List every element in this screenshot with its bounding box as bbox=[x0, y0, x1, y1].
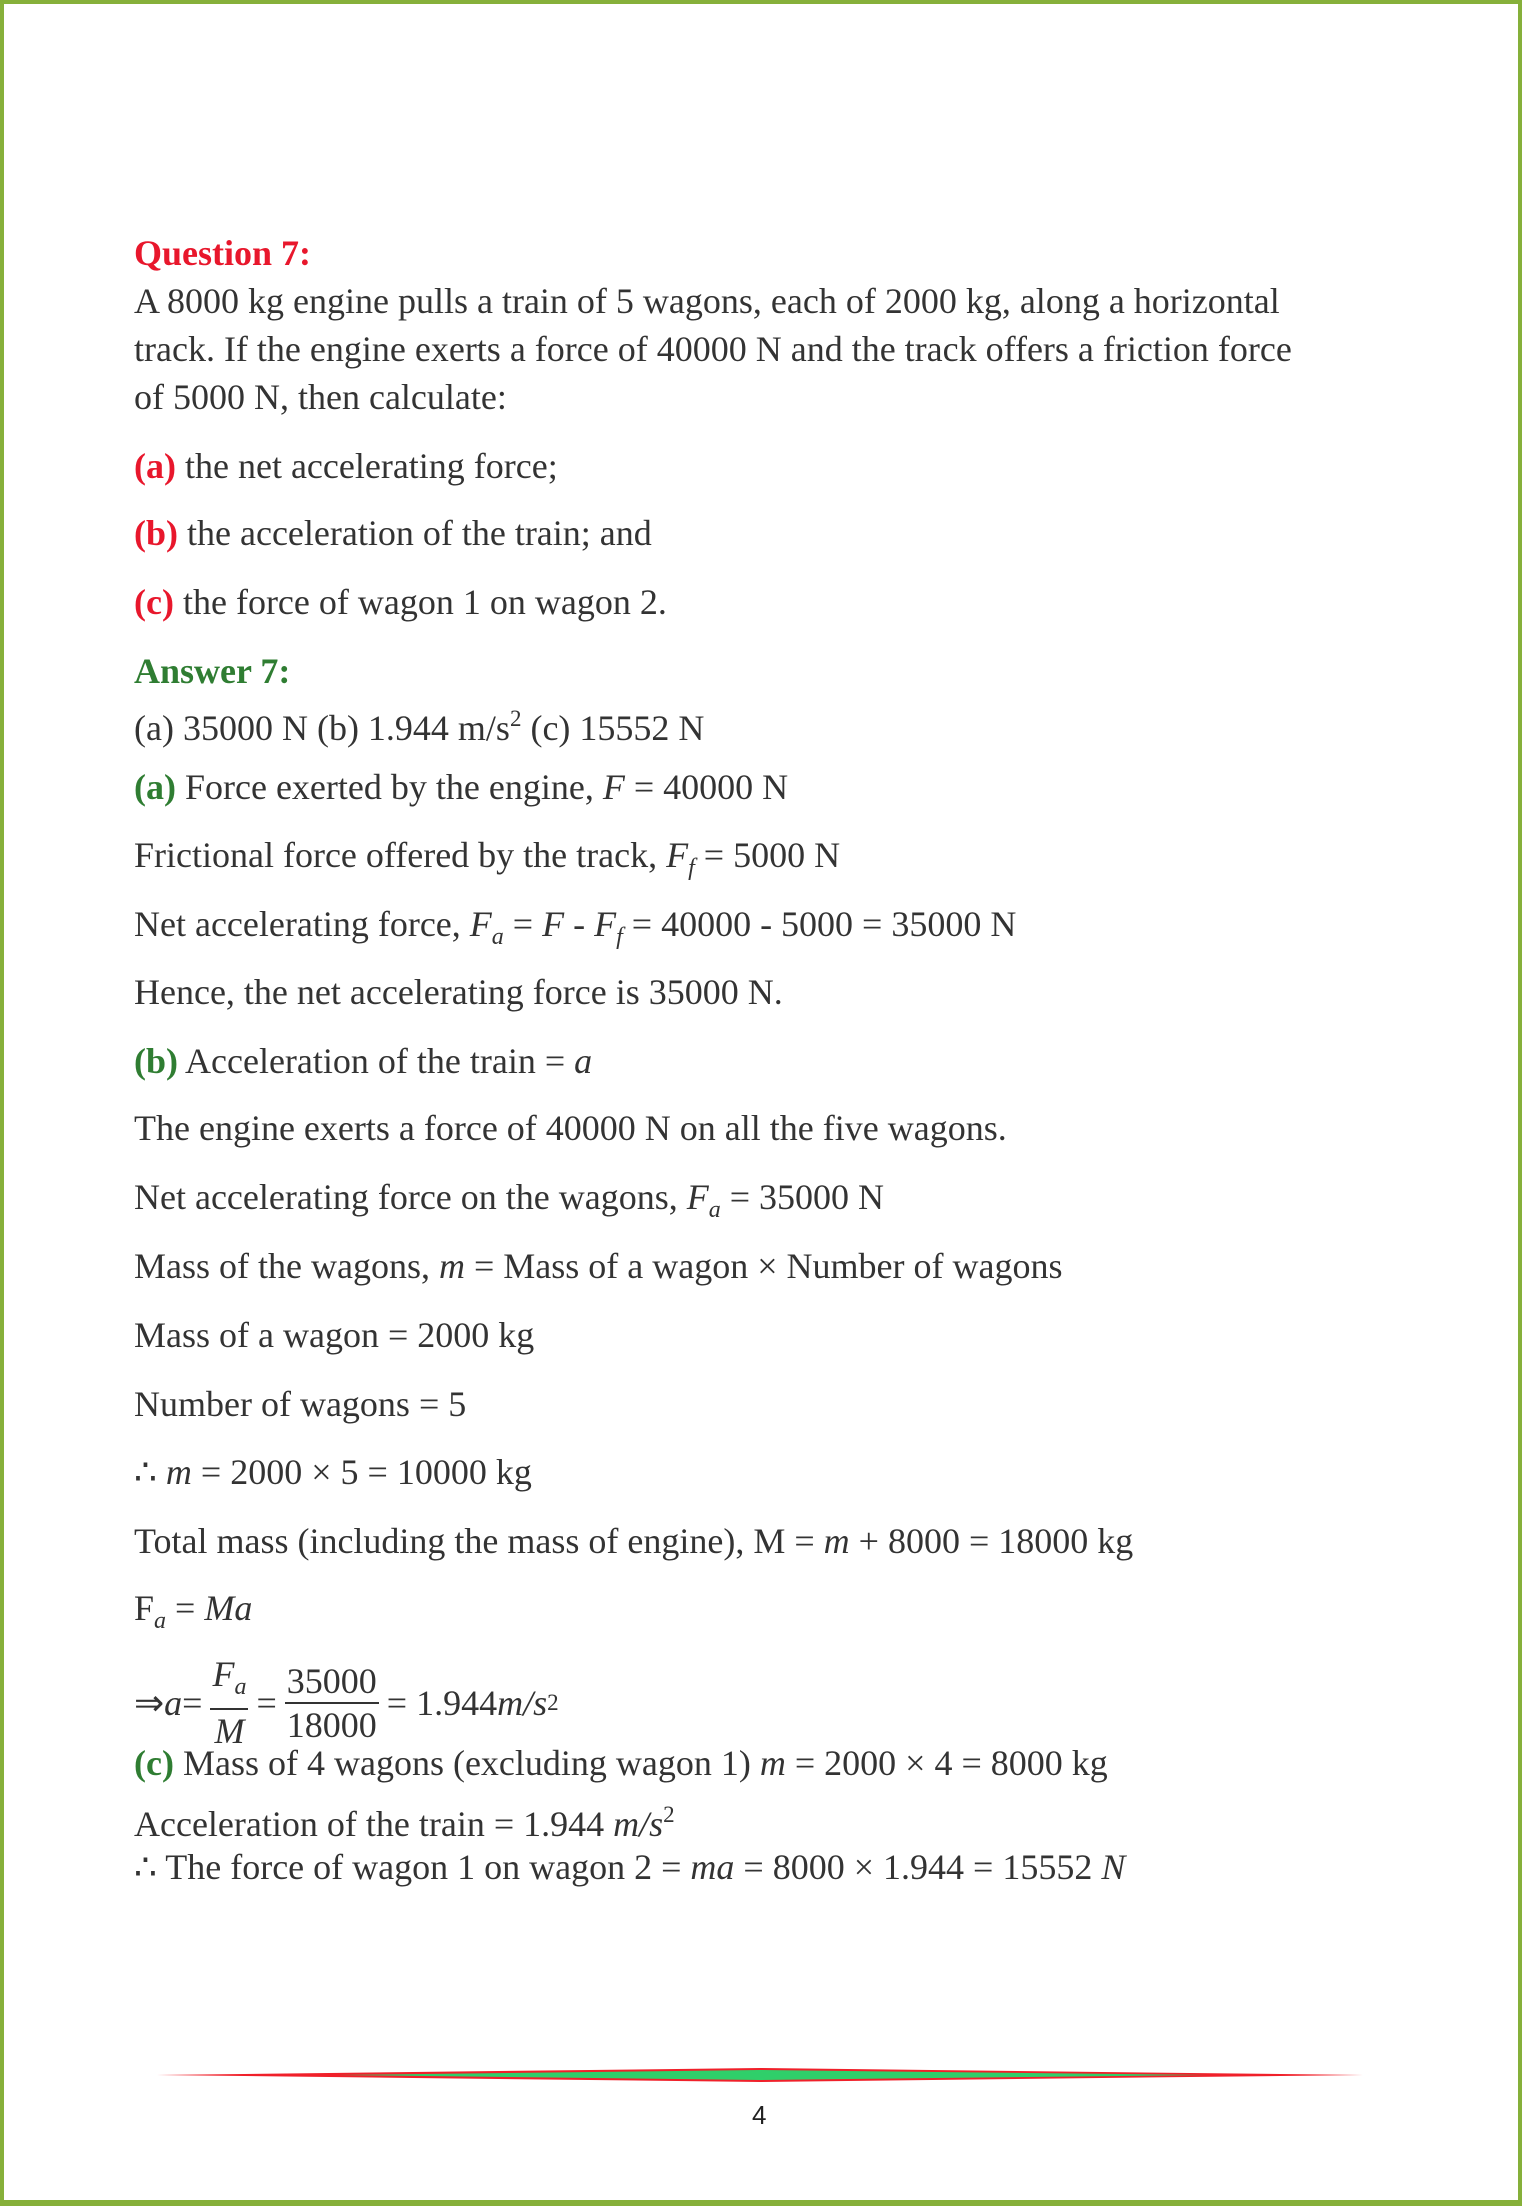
text-line bbox=[134, 1517, 1133, 1565]
text-segment: the force of wagon 1 on wagon 2. bbox=[173, 582, 667, 622]
text-segment: Number of wagons = 5 bbox=[134, 1384, 467, 1424]
text-line bbox=[134, 442, 558, 490]
fraction-symbolic bbox=[210, 1653, 248, 1752]
fraction-variable: a bbox=[164, 1682, 183, 1723]
answer-title: Answer 7: bbox=[134, 651, 291, 691]
text-line bbox=[134, 373, 507, 421]
text-segment: = 40000 N bbox=[624, 767, 789, 807]
text-segment: The engine exerts a force of 40000 N on all the five wagons. bbox=[134, 1108, 1007, 1148]
text-segment: = 40000 - 5000 = 35000 N bbox=[622, 904, 1017, 944]
text-segment: Acceleration of the train = 1.944 bbox=[134, 1804, 614, 1844]
numerator-value: 35000 bbox=[285, 1660, 379, 1704]
text-segment: a bbox=[574, 1041, 593, 1081]
text-segment: a bbox=[154, 1608, 167, 1634]
text-segment: = Mass of a wagon × Number of wagons bbox=[464, 1246, 1063, 1286]
text-segment: = bbox=[166, 1588, 205, 1628]
part-label: (a) bbox=[134, 767, 176, 807]
text-line bbox=[134, 695, 705, 748]
text-segment: F bbox=[602, 767, 625, 807]
text-segment: of 5000 N, then calculate: bbox=[134, 377, 507, 417]
text-line bbox=[134, 1104, 1007, 1152]
text-segment: + 8000 = 18000 kg bbox=[849, 1521, 1134, 1561]
part-label: (b) bbox=[134, 513, 178, 553]
text-segment: m bbox=[823, 1521, 850, 1561]
numerator-subscript: a bbox=[234, 1674, 247, 1700]
text-line bbox=[134, 763, 788, 811]
text-line bbox=[134, 1242, 1062, 1290]
text-segment: Force exerted by the engine, bbox=[175, 767, 603, 807]
text-line bbox=[134, 1791, 675, 1844]
text-segment: = 8000 × 1.944 = 15552 bbox=[734, 1847, 1102, 1887]
text-segment: N bbox=[1101, 1847, 1126, 1887]
text-segment: f bbox=[688, 855, 695, 881]
text-segment: F bbox=[686, 1177, 709, 1217]
text-line bbox=[134, 1448, 532, 1496]
text-segment: (a) 35000 N (b) 1.944 m/s bbox=[134, 708, 510, 748]
text-segment: = 35000 N bbox=[720, 1177, 885, 1217]
text-segment: F bbox=[542, 904, 565, 944]
text-line bbox=[134, 1380, 466, 1428]
text-segment: F bbox=[666, 835, 689, 875]
text-segment: ∴ bbox=[134, 1452, 166, 1492]
text-segment: a bbox=[708, 1197, 721, 1223]
text-segment: Mass of 4 wagons (excluding wagon 1) bbox=[173, 1743, 760, 1783]
text-segment: ∴ The force of wagon 1 on wagon 2 = bbox=[134, 1847, 691, 1887]
text-segment: Hence, the net accelerating force is 35000 N. bbox=[134, 972, 783, 1012]
text-segment: track. If the engine exerts a force of 40000 N and the track offers a friction force bbox=[134, 329, 1292, 369]
text-segment: the acceleration of the train; and bbox=[178, 513, 652, 553]
numerator-symbol: F bbox=[212, 1654, 235, 1694]
text-segment: Net accelerating force, bbox=[134, 904, 470, 944]
text-line bbox=[134, 578, 667, 626]
text-segment: F bbox=[594, 904, 617, 944]
text-line bbox=[134, 325, 1292, 373]
implies-symbol: ⇒ bbox=[134, 1682, 165, 1723]
text-segment: = 2000 × 4 = 8000 kg bbox=[785, 1743, 1108, 1783]
part-label: (c) bbox=[134, 1743, 174, 1783]
text-segment: Frictional force offered by the track, bbox=[134, 835, 667, 875]
text-line bbox=[134, 1311, 534, 1359]
footer-divider bbox=[157, 2068, 1363, 2082]
text-segment: a bbox=[491, 924, 504, 950]
equals: = bbox=[182, 1682, 203, 1723]
text-segment: - bbox=[564, 904, 595, 944]
text-segment: Mass of a wagon = 2000 kg bbox=[134, 1315, 535, 1355]
text-segment: (c) 15552 N bbox=[521, 708, 705, 748]
text-line bbox=[134, 1739, 1108, 1787]
equals: = bbox=[256, 1682, 277, 1723]
question-title: Question 7: bbox=[134, 233, 312, 273]
text-segment: = 2000 × 5 = 10000 kg bbox=[191, 1452, 532, 1492]
denominator-value: 18000 bbox=[286, 1704, 377, 1745]
text-line bbox=[134, 1843, 1125, 1891]
text-segment: = 5000 N bbox=[694, 835, 841, 875]
fraction-numeric bbox=[285, 1660, 379, 1746]
text-line bbox=[134, 900, 1016, 948]
text-segment: the net accelerating force; bbox=[175, 446, 558, 486]
fraction-unit: m/s bbox=[497, 1682, 548, 1723]
text-segment: m bbox=[438, 1246, 465, 1286]
part-label: (a) bbox=[134, 446, 176, 486]
denominator-symbol: M bbox=[214, 1711, 245, 1751]
text-line bbox=[134, 1173, 884, 1221]
text-segment: 2 bbox=[663, 1802, 675, 1827]
text-line bbox=[134, 1037, 592, 1085]
text-segment: A 8000 kg engine pulls a train of 5 wagons, each of 2000 kg, along a horizontal bbox=[134, 281, 1280, 321]
part-label: (c) bbox=[134, 582, 174, 622]
text-line bbox=[134, 831, 840, 879]
text-line bbox=[134, 1584, 252, 1632]
text-line bbox=[134, 968, 783, 1016]
text-line bbox=[134, 509, 652, 557]
text-segment: m bbox=[759, 1743, 786, 1783]
text-segment: ma bbox=[690, 1847, 735, 1887]
text-segment: Net accelerating force on the wagons, bbox=[134, 1177, 687, 1217]
part-label: (b) bbox=[134, 1041, 178, 1081]
text-segment: = bbox=[503, 904, 543, 944]
text-segment: F bbox=[134, 1588, 155, 1628]
text-segment: Ma bbox=[204, 1588, 253, 1628]
fraction-result: = 1.944 bbox=[386, 1682, 498, 1723]
fraction-unit-power: 2 bbox=[547, 1689, 559, 1715]
text-line bbox=[134, 277, 1280, 325]
text-segment: Acceleration of the train = bbox=[178, 1041, 575, 1081]
text-segment: Total mass (including the mass of engine), M = bbox=[134, 1521, 824, 1561]
text-segment: m bbox=[165, 1452, 192, 1492]
text-segment: f bbox=[616, 924, 623, 950]
text-segment: m/s bbox=[613, 1804, 664, 1844]
text-segment: 2 bbox=[509, 706, 522, 731]
page-number: 4 bbox=[752, 2100, 767, 2130]
text-segment: Mass of the wagons, bbox=[134, 1246, 439, 1286]
text-segment: F bbox=[469, 904, 492, 944]
